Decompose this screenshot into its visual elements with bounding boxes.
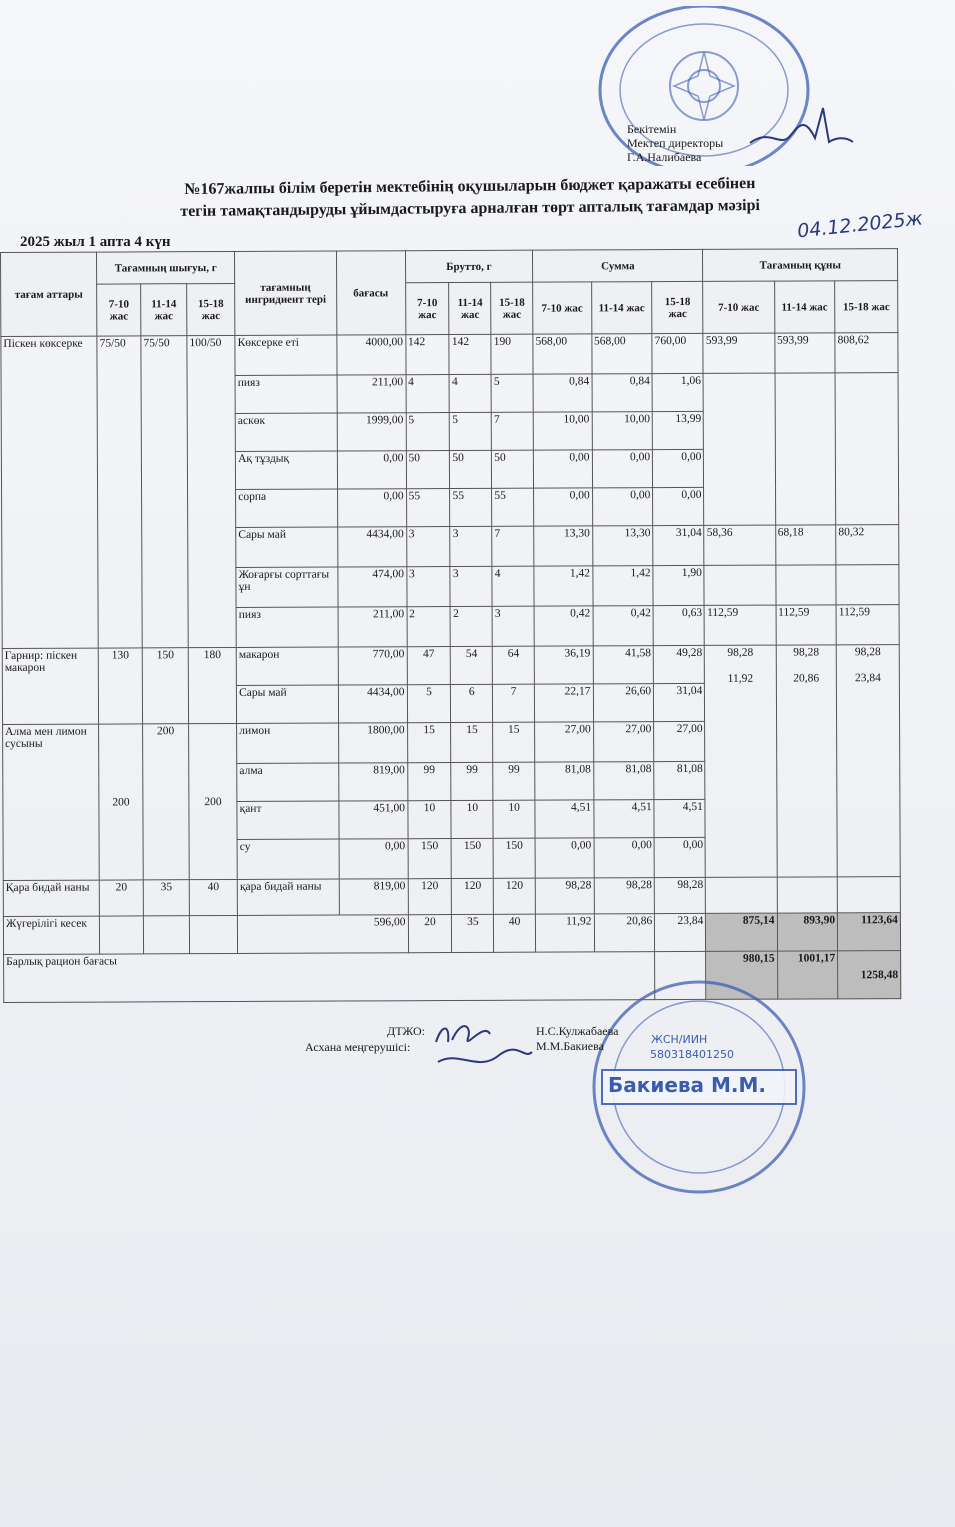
ingredient-cell: алма <box>237 763 339 801</box>
sum-cell: 568,00 <box>533 334 592 374</box>
cost-cell: 112,59 <box>836 605 899 645</box>
brutto-cell: 64 <box>493 646 535 684</box>
sum-cell: 31,04 <box>654 683 705 721</box>
output-cell: 200 <box>189 723 238 879</box>
header-sum-11-14: 11-14 жас <box>591 282 652 334</box>
sum-cell: 27,00 <box>593 722 654 762</box>
brutto-cell: 10 <box>493 800 535 838</box>
brutto-cell: 55 <box>492 488 534 526</box>
sum-cell: 81,08 <box>654 761 705 799</box>
brutto-cell: 5 <box>406 413 450 451</box>
brutto-cell: 5 <box>450 412 492 450</box>
brutto-cell: 50 <box>492 450 534 488</box>
ingredient-cell: сорпа <box>236 489 338 527</box>
header-brutto-7-10: 7-10 жас <box>405 283 449 335</box>
brutto-cell: 10 <box>407 801 451 839</box>
cost-merged-top: 98,28 <box>793 646 820 659</box>
header-cost: Тағамның құны <box>703 249 898 282</box>
sum-cell: 0,42 <box>534 606 593 646</box>
brutto-cell: 3 <box>406 567 450 607</box>
brutto-cell: 35 <box>452 914 494 952</box>
cost-cell-empty <box>836 565 899 605</box>
header-price: бағасы <box>336 251 405 335</box>
brutto-cell: 50 <box>406 451 450 489</box>
brutto-cell: 142 <box>449 334 491 374</box>
title-line-1: №167жалпы білім беретін мектебінің оқушыларын бюджет қаражаты есебінен <box>184 175 756 198</box>
table-row <box>1 333 898 377</box>
sum-cell: 98,28 <box>594 878 655 914</box>
sum-cell: 98,28 <box>535 878 594 914</box>
approval-block <box>627 122 723 164</box>
price-cell: 4434,00 <box>338 685 407 723</box>
stamp-iin: 580318401250 <box>650 1048 734 1061</box>
sum-cell: 0,00 <box>592 450 653 488</box>
footer-left-2 <box>305 1040 410 1055</box>
header-sum-7-10: 7-10 жас <box>533 282 592 334</box>
ingredient-cell: пияз <box>236 607 338 647</box>
total-cost-15-18: 1258,48 <box>838 951 901 999</box>
brutto-cell: 120 <box>452 878 494 914</box>
ingredient-cell: Сары май <box>237 685 339 723</box>
brutto-cell: 5 <box>491 374 533 412</box>
header-cost-15-18: 15-18 жас <box>835 281 898 333</box>
price-cell: 4434,00 <box>337 527 406 567</box>
cost-cell: 112,59 <box>776 605 837 645</box>
brutto-cell: 3 <box>492 606 534 646</box>
sum-cell: 0,00 <box>592 488 653 526</box>
sum-cell: 27,00 <box>654 721 705 761</box>
approval-position: Мектеп директоры <box>627 136 724 150</box>
sum-cell: 27,00 <box>535 722 594 762</box>
output-cell-empty <box>100 916 144 954</box>
brutto-cell: 4 <box>492 566 534 606</box>
footer-role-1: ДТЖО: <box>387 1024 425 1038</box>
dish-name-cell: Гарнир: піскен макарон <box>2 648 99 724</box>
sum-cell: 0,63 <box>653 605 704 645</box>
output-cell: 75/50 <box>97 336 142 648</box>
ingredient-cell: қант <box>237 801 339 839</box>
price-cell: 596,00 <box>238 915 409 954</box>
dish-name-cell: Алма мен лимон сусыны <box>3 724 100 880</box>
output-cell: 180 <box>188 647 236 723</box>
ingredient-cell: Ақ тұздық <box>236 451 338 489</box>
header-row-1 <box>1 249 898 285</box>
cost-cell: 593,99 <box>703 333 774 373</box>
header-brutto: Брутто, г <box>405 250 533 283</box>
header-sum-15-18: 15-18 жас <box>652 281 703 333</box>
footer-name-1: Н.С.Кулжабаева <box>536 1024 619 1038</box>
ingredient-cell: су <box>237 839 339 879</box>
title-line-2: тегін тамақтандыруды ұйымдастыруға арналған төрт апталық тағамдар мәзірі <box>180 196 760 221</box>
sum-cell: 4,51 <box>535 800 594 838</box>
sum-cell: 760,00 <box>652 333 703 373</box>
dish-name-cell: Қара бидай наны <box>3 880 99 916</box>
cost-merged-7-10 <box>705 645 777 877</box>
sum-cell: 568,00 <box>591 334 652 374</box>
cost-merged-bottom: 23,84 <box>854 672 881 685</box>
sum-cell: 0,00 <box>653 449 704 487</box>
brutto-cell: 150 <box>452 838 494 878</box>
brutto-cell: 55 <box>450 488 492 526</box>
output-cell: 100/50 <box>187 335 236 647</box>
cost-merged-15-18 <box>836 645 900 877</box>
brutto-cell: 150 <box>493 838 535 878</box>
sum-cell: 23,84 <box>655 913 706 951</box>
ingredient-cell: Жоғарғы сорттағы ұн <box>236 567 338 607</box>
sum-cell: 0,42 <box>593 606 654 646</box>
ingredient-cell: Сары май <box>236 527 338 567</box>
footer-right <box>536 1024 618 1054</box>
cost-cell-empty <box>775 565 836 605</box>
output-cell-empty <box>189 915 237 953</box>
sum-cell: 49,28 <box>653 645 704 683</box>
brutto-cell: 6 <box>451 684 493 722</box>
brutto-cell: 120 <box>494 878 536 914</box>
price-cell: 770,00 <box>338 647 407 685</box>
brutto-cell: 142 <box>405 335 449 375</box>
brutto-cell: 2 <box>407 607 451 647</box>
output-cell: 35 <box>143 880 189 916</box>
price-cell: 211,00 <box>337 375 406 413</box>
brutto-cell: 99 <box>451 762 493 800</box>
sum-cell: 13,30 <box>592 526 653 566</box>
approval-name: Г.А.Налибаева <box>627 150 702 164</box>
brutto-cell: 120 <box>408 879 452 915</box>
brutto-cell: 99 <box>407 763 451 801</box>
brutto-cell: 4 <box>406 375 450 413</box>
cost-merged-bottom: 20,86 <box>793 672 820 685</box>
header-dish-names: тағам аттары <box>1 252 98 336</box>
ingredient-cell: аскөк <box>235 413 337 451</box>
price-cell: 1800,00 <box>338 723 407 763</box>
stamp-iin-label: ЖСН/ИИН <box>651 1033 708 1046</box>
header-ingredient: тағамның ингридиент тері <box>235 251 337 335</box>
cost-merged-top: 98,28 <box>854 646 881 659</box>
cost-cell: 58,36 <box>704 525 775 565</box>
brutto-cell: 15 <box>493 722 535 762</box>
cost-cell-empty <box>706 877 777 913</box>
output-cell: 130 <box>98 648 142 724</box>
footer-left <box>360 1024 425 1039</box>
director-signature <box>745 98 855 158</box>
brutto-cell: 7 <box>491 412 533 450</box>
sum-cell: 1,42 <box>534 566 593 606</box>
approval-title: Бекітемін <box>627 122 677 136</box>
handwritten-date: 04.12.2025ж <box>796 207 924 243</box>
sum-cell: 1,06 <box>652 373 703 411</box>
sum-cell: 1,90 <box>653 565 704 605</box>
ingredient-cell: лимон <box>237 723 339 763</box>
sum-cell: 4,51 <box>594 800 655 838</box>
cost-cell-empty <box>835 373 898 525</box>
brutto-cell: 10 <box>451 800 493 838</box>
price-cell: 0,00 <box>337 489 406 527</box>
sum-cell: 0,00 <box>534 488 593 526</box>
footer-signature <box>428 1012 538 1076</box>
sum-cell: 20,86 <box>594 914 655 952</box>
brutto-cell: 3 <box>450 566 492 606</box>
header-cost-11-14: 11-14 жас <box>774 281 835 333</box>
price-cell: 0,00 <box>339 839 408 879</box>
brutto-cell: 150 <box>408 839 452 879</box>
output-cell: 40 <box>189 879 237 915</box>
week-day-label: 2025 жыл 1 апта 4 күн <box>20 234 171 250</box>
sum-cell: 81,08 <box>593 762 654 800</box>
sum-cell: 4,51 <box>654 799 705 837</box>
cost-total-cell: 1123,64 <box>838 913 901 951</box>
cost-cell-empty <box>777 877 838 913</box>
ingredient-cell: макарон <box>236 647 338 685</box>
brutto-cell: 4 <box>450 374 492 412</box>
output-cell: 150 <box>142 648 188 724</box>
sum-cell: 26,60 <box>593 684 654 722</box>
brutto-cell: 40 <box>494 914 536 952</box>
sum-cell: 0,00 <box>594 838 655 878</box>
price-cell: 451,00 <box>338 801 407 839</box>
sum-cell: 81,08 <box>535 762 594 800</box>
sum-cell: 11,92 <box>535 914 594 952</box>
output-cell-empty <box>143 916 189 954</box>
sum-cell: 36,19 <box>534 646 593 684</box>
header-output-15-18: 15-18 жас <box>187 283 235 335</box>
header-sum: Сумма <box>533 249 704 282</box>
footer-role-2: Асхана меңгерушісі: <box>305 1040 411 1054</box>
header-brutto-11-14: 11-14 жас <box>449 282 491 334</box>
sum-cell: 10,00 <box>533 412 592 450</box>
sum-cell: 13,30 <box>534 526 593 566</box>
price-cell: 819,00 <box>338 763 407 801</box>
header-brutto-15-18: 15-18 жас <box>491 282 533 334</box>
ingredient-cell: қара бидай наны <box>237 879 339 915</box>
table-row <box>3 913 900 955</box>
total-label: Барлық рацион бағасы <box>4 952 655 1003</box>
document-title <box>40 171 900 224</box>
brutto-cell: 3 <box>406 527 450 567</box>
price-cell: 0,00 <box>337 451 406 489</box>
sum-cell: 0,84 <box>592 374 653 412</box>
sum-cell: 31,04 <box>653 525 704 565</box>
brutto-cell: 55 <box>406 489 450 527</box>
stamp-name: Бакиева М.М. <box>608 1073 767 1097</box>
cost-cell: 112,59 <box>705 605 776 645</box>
cost-cell-empty <box>704 373 776 525</box>
header-output: Тағамның шығуы, г <box>97 251 235 284</box>
menu-table <box>0 248 901 1003</box>
output-cell: 200 <box>99 724 144 880</box>
brutto-cell: 15 <box>407 723 451 763</box>
brutto-cell: 50 <box>450 450 492 488</box>
price-cell: 4000,00 <box>336 335 405 375</box>
dish-name-cell: Піскен көксерке <box>1 336 99 648</box>
output-cell: 200 <box>143 724 190 880</box>
brutto-cell: 15 <box>451 722 493 762</box>
cost-cell: 80,32 <box>836 525 899 565</box>
cost-cell: 808,62 <box>835 333 898 373</box>
sum-cell: 0,00 <box>533 450 592 488</box>
brutto-cell: 2 <box>451 606 493 646</box>
header-row-2 <box>1 281 898 337</box>
brutto-cell: 7 <box>492 526 534 566</box>
cost-cell: 593,99 <box>774 333 835 373</box>
sum-cell: 0,00 <box>535 838 594 878</box>
cost-total-cell: 893,90 <box>777 913 838 951</box>
cost-cell-empty <box>704 565 775 605</box>
cost-cell: 68,18 <box>775 525 836 565</box>
sum-cell: 0,00 <box>653 487 704 525</box>
cost-merged-top: 98,28 <box>727 646 754 659</box>
brutto-cell: 99 <box>493 762 535 800</box>
cost-merged-bottom: 11,92 <box>727 672 754 685</box>
brutto-cell: 3 <box>450 526 492 566</box>
footer-name-2: М.М.Бакиева <box>536 1039 604 1053</box>
header-output-7-10: 7-10 жас <box>97 284 141 336</box>
brutto-cell: 54 <box>451 646 493 684</box>
brutto-cell: 47 <box>407 647 451 685</box>
brutto-cell: 7 <box>493 684 535 722</box>
header-output-11-14: 11-14 жас <box>141 284 187 336</box>
cost-merged-11-14 <box>776 645 838 877</box>
output-cell: 20 <box>99 880 143 916</box>
dish-name-cell: Жүгерілігі кесек <box>3 916 99 954</box>
output-cell: 75/50 <box>141 336 188 648</box>
table-row <box>2 645 899 687</box>
sum-cell: 10,00 <box>592 412 653 450</box>
ingredient-cell: Көксерке еті <box>235 335 337 375</box>
cost-total-cell: 875,14 <box>706 913 777 951</box>
table-row <box>3 877 900 917</box>
sum-cell: 13,99 <box>652 411 703 449</box>
sum-cell: 0,00 <box>654 837 705 877</box>
header-cost-7-10: 7-10 жас <box>703 281 774 333</box>
sum-cell: 22,17 <box>534 684 593 722</box>
sum-cell: 0,84 <box>533 374 592 412</box>
price-cell: 1999,00 <box>337 413 406 451</box>
sum-cell: 98,28 <box>654 877 705 913</box>
price-cell: 819,00 <box>339 879 408 915</box>
sum-cell: 1,42 <box>593 566 654 606</box>
cost-cell-empty <box>775 373 836 525</box>
sum-cell: 41,58 <box>593 646 654 684</box>
total-cost-11-14: 1001,17 <box>777 951 838 999</box>
brutto-cell: 5 <box>407 685 451 723</box>
total-cost-7-10: 980,15 <box>706 951 777 999</box>
ingredient-cell: пияз <box>235 375 337 413</box>
price-cell: 211,00 <box>338 607 407 647</box>
price-cell: 474,00 <box>337 567 406 607</box>
brutto-cell: 20 <box>408 915 452 953</box>
cost-cell-empty <box>837 877 900 913</box>
brutto-cell: 190 <box>491 334 533 374</box>
